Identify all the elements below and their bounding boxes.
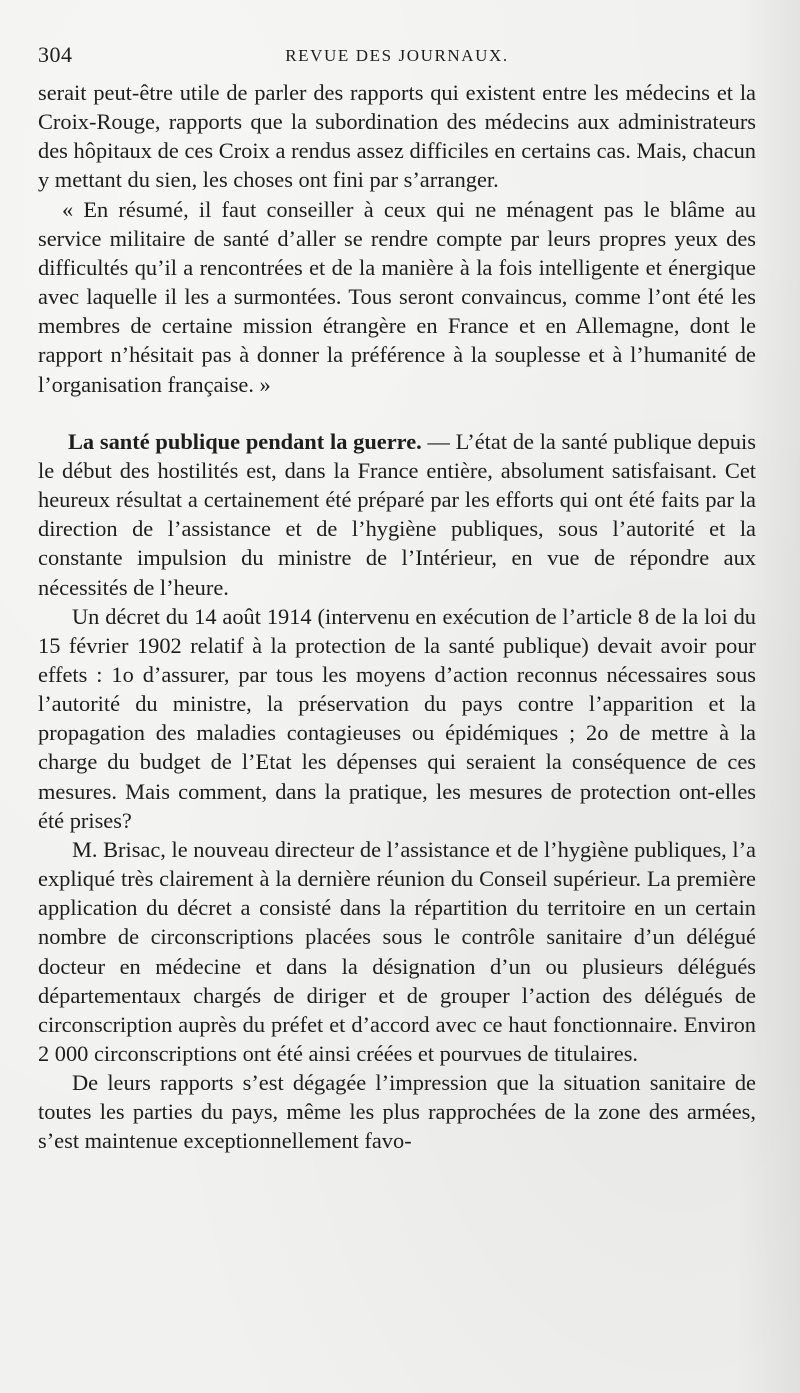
running-title: REVUE DES JOURNAUX. [285, 46, 509, 65]
page-number: 304 [38, 42, 73, 67]
section-intro-text: — L’état de la santé publique depuis le début des hostilités est, dans la France entière, absolument satisfaisant. Cet heureux résultat a certainement été préparé par les efforts qui ont été faits par la direction de l’assistance et de l’hygiène publiques, sous l’autorité et la constante impulsion du ministre de l’Intérieur, en vue de répondre aux nécessités de l’heure. [38, 428, 756, 600]
running-head [38, 38, 756, 78]
body-text [38, 78, 756, 1156]
paragraph-quote: « En résumé, il faut conseiller à ceux qui ne ménagent pas le blâme au service militaire de santé d’aller se rendre compte par leurs propres yeux des difficultés qu’il a rencontrées et de la manière à la fois intelligente et énergique avec laquelle il les a surmontées. Tous seront convaincus, comme l’ont été les membres de certaine mission étrangère en France et en Allemagne, dont le rapport n’hésitait pas à donner la préférence à la souplesse et à l’humanité de l’organisation française. » [38, 196, 756, 397]
page [38, 38, 756, 1156]
paragraph-continuation: serait peut-être utile de parler des rapports qui existent entre les médecins et la Croix-Rouge, rapports que la subordination des médecins aux administrateurs des hôpitaux de ces Croix a rendus assez difficiles en certains cas. Mais, chacun y mettant du sien, les choses ont fini par s’arranger. [38, 80, 756, 193]
section-heading: La santé publique pendant la guerre. [68, 428, 422, 454]
paragraph-brisac: M. Brisac, le nouveau directeur de l’assistance et de l’hygiène publiques, l’a expliqué très clairement à la dernière réunion du Conseil supérieur. La première application du décret a consisté dans la répartition du territoire en un certain nombre de circonscriptions placées sous le contrôle sanitaire d’un délégué docteur en médecine et dans la désignation d’un ou plusieurs délégués départementaux chargés de diriger et de grouper l’action des délégués de circonscription auprès du préfet et d’accord avec ce haut fonctionnaire. Environ 2 000 circonscriptions ont été ainsi créées et pourvues de titulaires. [38, 836, 756, 1066]
paragraph-section-start [38, 427, 756, 602]
paragraph-decree: Un décret du 14 août 1914 (intervenu en exécution de l’article 8 de la loi du 15 février 1902 relatif à la protection de la santé publique) devait avoir pour effets : 1o d’assurer, par tous les moyens d’action reconnus nécessaires sous l’autorité du ministre, la préservation du pays contre l’apparition et la propagation des maladies contagieuses ou épidémiques ; 2o de mettre à la charge du budget de l’Etat les dépenses qui seraient la conséquence de ces mesures. Mais comment, dans la pratique, les mesures de protection ont-elles été prises? [38, 603, 756, 833]
paragraph-reports: De leurs rapports s’est dégagée l’impression que la situation sanitaire de toutes les parties du pays, même les plus rapprochées de la zone des armées, s’est maintenue exceptionnellement favo- [38, 1070, 756, 1154]
